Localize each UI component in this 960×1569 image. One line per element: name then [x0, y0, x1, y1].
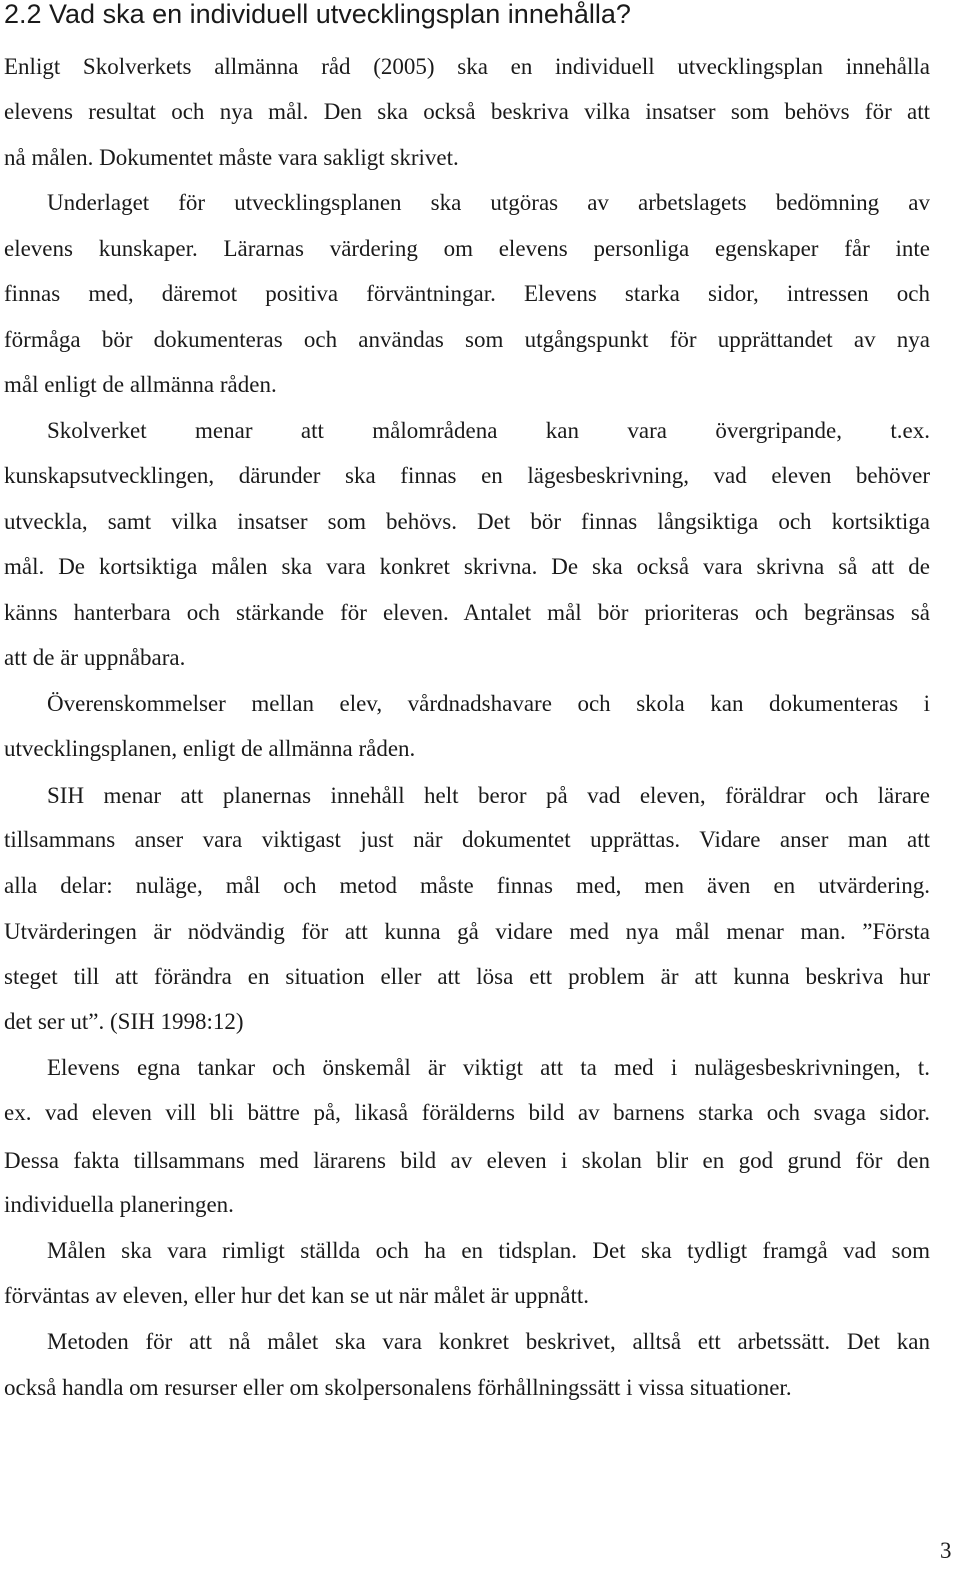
text-line: Metoden för att nå målet ska vara konkret beskrivet, alltså ett arbetssätt. Det kan: [47, 1329, 930, 1354]
text-line: Enligt Skolverkets allmänna råd (2005) ska en individuell utvecklingsplan innehålla: [4, 54, 930, 79]
text-line: individuella planeringen.: [4, 1192, 234, 1217]
text-line: Överenskommelser mellan elev, vårdnadshavare och skola kan dokumenteras i: [47, 691, 930, 716]
text-line: SIH menar att planernas innehåll helt beror på vad eleven, föräldrar och lärare: [47, 783, 930, 808]
text-line: elevens resultat och nya mål. Den ska också beskriva vilka insatser som behövs för att: [4, 99, 930, 124]
text-line: steget till att förändra en situation eller att lösa ett problem är att kunna beskriva hur: [4, 964, 930, 989]
text-line: Utvärderingen är nödvändig för att kunna gå vidare med nya mål menar man. ”Första: [4, 919, 930, 944]
text-line: tillsammans anser vara viktigast just när dokumentet upprättas. Vidare anser man att: [4, 827, 930, 852]
text-line: förmåga bör dokumenteras och användas som utgångspunkt för upprättandet av nya: [4, 327, 930, 352]
text-line: förväntas av eleven, eller hur det kan se ut när målet är uppnått.: [4, 1283, 589, 1308]
text-line: alla delar: nuläge, mål och metod måste finnas med, men även en utvärdering.: [4, 873, 930, 898]
text-line: utveckla, samt vilka insatser som behövs. Det bör finnas långsiktiga och kortsiktiga: [4, 509, 930, 534]
text-line: mål enligt de allmänna råden.: [4, 372, 277, 397]
text-line: Dessa fakta tillsammans med lärarens bild av eleven i skolan blir en god grund för den: [4, 1148, 930, 1173]
text-line: Skolverket menar att målområdena kan vara övergripande, t.ex.: [47, 418, 930, 443]
section-heading: 2.2 Vad ska en individuell utvecklingsplan innehålla?: [4, 0, 631, 29]
text-line: Underlaget för utvecklingsplanen ska utgöras av arbetslagets bedömning av: [47, 190, 930, 215]
text-line: elevens kunskaper. Lärarnas värdering om elevens personliga egenskaper får inte: [4, 236, 930, 261]
text-line: också handla om resurser eller om skolpersonalens förhållningssätt i vissa situationer.: [4, 1375, 792, 1400]
page-number: 3: [940, 1538, 952, 1563]
text-line: att de är uppnåbara.: [4, 645, 186, 670]
text-line: ex. vad eleven vill bli bättre på, likaså förälderns bild av barnens starka och svaga sidor.: [4, 1100, 930, 1125]
text-line: Målen ska vara rimligt ställda och ha en tidsplan. Det ska tydligt framgå vad som: [47, 1238, 930, 1263]
text-line: utvecklingsplanen, enligt de allmänna råden.: [4, 736, 416, 761]
text-line: känns hanterbara och stärkande för eleven. Antalet mål bör prioriteras och begränsas så: [4, 600, 930, 625]
text-line: mål. De kortsiktiga målen ska vara konkret skrivna. De ska också vara skrivna så att de: [4, 554, 930, 579]
text-line: Elevens egna tankar och önskemål är viktigt att ta med i nulägesbeskrivningen, t.: [47, 1055, 930, 1080]
text-line: kunskapsutvecklingen, därunder ska finnas en lägesbeskrivning, vad eleven behöver: [4, 463, 930, 488]
text-line: finnas med, däremot positiva förväntningar. Elevens starka sidor, intressen och: [4, 281, 930, 306]
text-line: nå målen. Dokumentet måste vara sakligt skrivet.: [4, 145, 459, 170]
text-line: det ser ut”. (SIH 1998:12): [4, 1009, 244, 1034]
